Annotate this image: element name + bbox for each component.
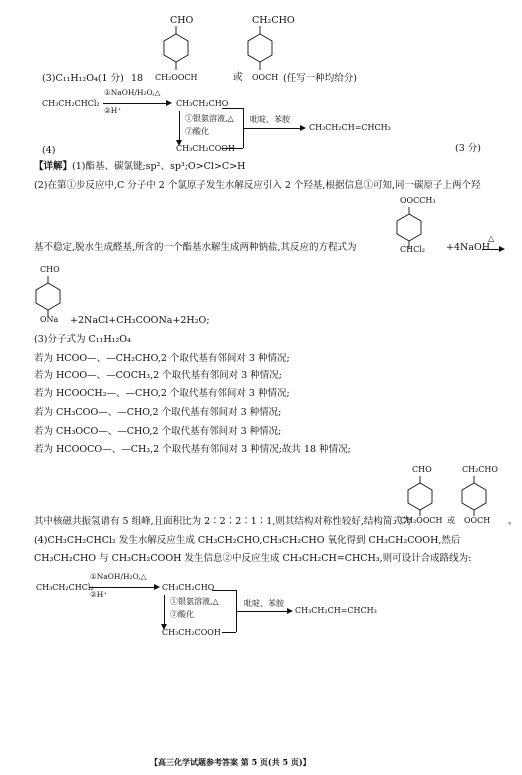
isomer-count: 18 <box>131 73 144 84</box>
route1-product1: CH₃CH₂CHO <box>176 99 229 108</box>
route1-cond2: ②H⁺ <box>104 106 122 115</box>
case-line: 若为 HCOO—、—COCH₃,2 个取代基有邻间对 3 种情况; <box>34 370 282 381</box>
case-line: 若为 HCOOCO—、—CH₃,2 个取代基有邻间对 3 种情况;故共 18 种情况; <box>34 444 351 455</box>
route2-final: CH₃CH₂CH=CHCH₃ <box>295 606 377 615</box>
route1-arrowhead2 <box>300 125 306 131</box>
page-footer: 【高三化学试题参考答案 第 5 页(共 5 页)】 <box>150 757 311 767</box>
part4-label: (4) <box>42 145 56 156</box>
route1-down-cond2: ②酸化 <box>185 127 209 136</box>
mol6-top-group: CH₂CHO <box>462 465 498 474</box>
mol1-bottom-group: CH₂OOCH <box>155 73 198 82</box>
plus-naoh: +4NaOH <box>446 242 491 253</box>
equation-tail: +2NaCl+CH₃COONa+2H₂O; <box>70 315 210 326</box>
explain1 <box>34 162 245 172</box>
route1-product2: CH₃CH₂COOH <box>176 144 235 153</box>
route2-start: CH₃CH₂CHCl₂ <box>36 583 94 592</box>
route2-product1: CH₃CH₂CHO <box>162 583 215 592</box>
grading-note: (任写一种均给分) <box>283 73 357 84</box>
nmr-line: 其中核磁共振氢谱有 5 组峰,且面积比为 2∶2∶2∶1∶1,则其结构对称性较好,结构简式为 <box>34 516 412 527</box>
case-line: 若为 CH₃COO—、—CHO,2 个取代基有邻间对 3 种情况; <box>34 407 282 418</box>
route1-arrowhead1 <box>166 100 172 106</box>
route2-down-cond1: ①银氨溶液,△ <box>170 597 219 606</box>
route1-cond3: 吡啶、苯胺 <box>250 115 290 124</box>
case-line: 若为 CH₃OCO—、—CHO,2 个取代基有邻间对 3 种情况; <box>34 426 282 437</box>
route2-down-arrow <box>164 595 165 627</box>
part3-label: (3)C₁₁H₁₂O₄(1 分) <box>42 73 124 84</box>
mol5-top-group: CHO <box>412 465 432 474</box>
mol2-bottom-group: OOCH <box>252 73 279 82</box>
route2-bracket-top <box>212 590 236 591</box>
route2-arrow2 <box>236 611 288 612</box>
route1-final: CH₃CH₂CH=CHCH₃ <box>309 123 391 132</box>
explain2-line2: 基不稳定,脱水生成醛基,所含的一个酯基水解生成两种钠盐,其反应的方程式为 <box>34 242 357 253</box>
mol4-top-group: CHO <box>40 265 60 274</box>
case-line: 若为 HCOO—、—CH₂CHO,2 个取代基有邻间对 3 种情况; <box>34 353 290 364</box>
nmr-end: 。 <box>508 516 518 527</box>
mol3-benzene-ring <box>395 207 423 249</box>
explain1-head: 【详解】 <box>34 161 73 172</box>
route2-cond2: ②H⁺ <box>90 590 108 599</box>
mol4-bottom-group: ONa <box>40 315 59 324</box>
route1-start: CH₃CH₂CHCl₂ <box>42 99 100 108</box>
explain4-line1: (4)CH₃CH₂CHCl₂ 发生水解反应生成 CH₃CH₂CHO,CH₃CH₂CHO 氧化得到 CH₃CH₂COOH,然后 <box>34 535 461 546</box>
explain2-line1: (2)在第①步反应中,C 分子中 2 个氯原子发生水解反应引入 2 个羟基,根据信息①可知,同一碳原子上两个羟 <box>34 180 481 191</box>
route1-arrow2 <box>243 128 301 129</box>
route2-product2: CH₃CH₂COOH <box>162 628 221 637</box>
or-word: 或 <box>233 72 243 83</box>
explain3: (3)分子式为 C₁₁H₁₂O₄ <box>34 334 131 345</box>
nmr-or: 或 <box>447 516 455 525</box>
mol4-benzene-ring <box>34 276 62 318</box>
mol5-benzene-ring <box>406 476 434 516</box>
explain4-line2: CH₃CH₂CHO 与 CH₃CH₂COOH 发生信息②中反应生成 CH₃CH₂CH=CHCH₃,则可设计合成路线为: <box>34 553 472 564</box>
mol1-benzene-ring <box>162 26 190 70</box>
mol1-top-group: CHO <box>170 15 194 26</box>
heat-symbol: △ <box>488 234 495 243</box>
mol2-top-group: CH₂CHO <box>252 15 295 26</box>
route2-arrowhead1 <box>154 584 160 590</box>
route1-down-arrow <box>179 111 180 143</box>
mol6-bottom-group: OOCH <box>464 516 491 525</box>
reaction-arrow <box>482 249 500 250</box>
route2-down-cond2: ②酸化 <box>170 610 194 619</box>
case-line: 若为 HCOOCH₂—、—CHO,2 个取代基有邻间对 3 种情况; <box>34 388 290 399</box>
explain1-body: (1)酯基、碳氯键;sp²、sp³;O>Cl>C>H <box>72 161 246 172</box>
score-3: (3 分) <box>455 143 481 154</box>
route1-bracket-top <box>222 108 243 109</box>
route1-bracket-bottom <box>222 148 243 149</box>
mol2-benzene-ring <box>246 26 274 70</box>
mol3-bottom-group: CHCl₂ <box>400 245 425 254</box>
mol6-benzene-ring <box>460 476 488 516</box>
mol5-bottom-group: CH₂OOCH <box>400 516 443 525</box>
route1-down-cond1: ①银氨溶液,△ <box>185 114 234 123</box>
mol3-top-group: OOCCH₃ <box>400 196 436 205</box>
route2-bracket-bottom <box>222 632 236 633</box>
route1-arrow1 <box>103 103 167 104</box>
route2-arrowhead2 <box>287 608 293 614</box>
route2-arrow1 <box>89 587 155 588</box>
route2-cond3: 吡啶、苯胺 <box>244 599 284 608</box>
route1-cond1: ①NaOH/H₂O,△ <box>104 88 161 97</box>
route2-cond1: ①NaOH/H₂O,△ <box>90 572 147 581</box>
reaction-arrowhead <box>499 246 505 252</box>
